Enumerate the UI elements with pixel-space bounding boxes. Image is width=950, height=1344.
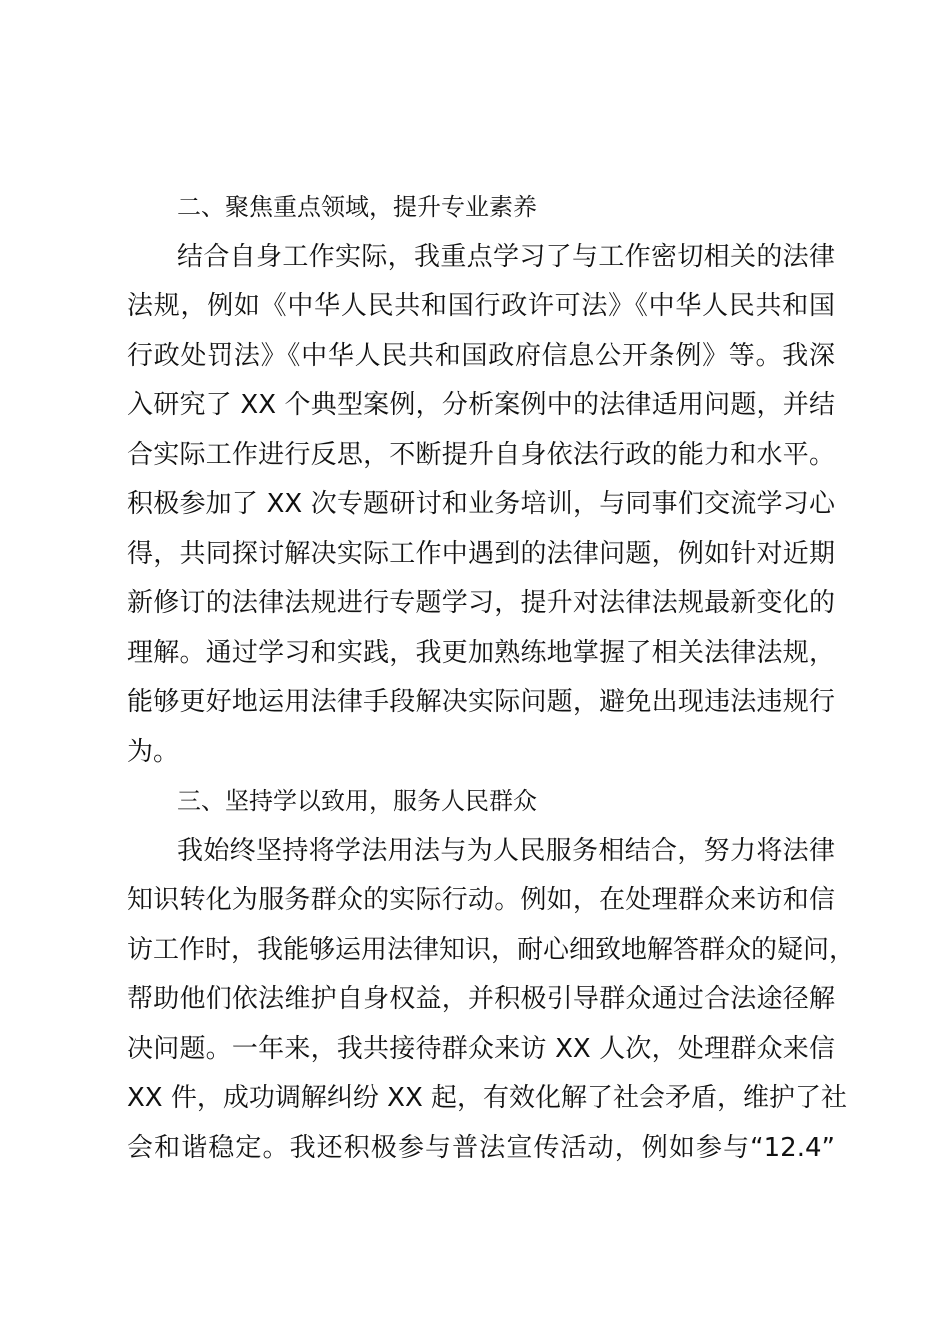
text-line: 能够更好地运用法律手段解决实际问题，避免出现违法违规行 [127, 687, 835, 717]
text-line: 我始终坚持将学法用法与为人民服务相结合，努力将法律 [177, 835, 835, 866]
text-line: 新修订的法律法规进行专题学习，提升对法律法规最新变化的 [127, 588, 835, 618]
paragraph [127, 827, 856, 1174]
paragraph [127, 233, 835, 778]
text-line: 入研究了 XX 个典型案例，分析案例中的法律适用问题，并结 [127, 390, 835, 420]
text-line: 帮助他们依法维护自身权益，并积极引导群众通过合法途径解 [127, 984, 835, 1014]
text-line: 决问题。一年来，我共接待群众来访 XX 人次，处理群众来信 [127, 1033, 835, 1064]
document-body [127, 183, 856, 1173]
text-line: 理解。通过学习和实践，我更加熟练地掌握了相关法律法规， [127, 637, 835, 668]
section-heading: 二、聚焦重点领域，提升专业素养 [177, 193, 537, 221]
text-line: 合实际工作进行反思，不断提升自身依法行政的能力和水平。 [127, 439, 835, 470]
section-heading: 三、坚持学以致用，服务人民群众 [177, 787, 537, 815]
text-line: 结合自身工作实际，我重点学习了与工作密切相关的法律 [177, 241, 835, 272]
text-line: 知识转化为服务群众的实际行动。例如，在处理群众来访和信 [127, 885, 835, 915]
text-line: 行政处罚法》《中华人民共和国政府信息公开条例》等。我深 [127, 340, 835, 371]
text-line: 会和谐稳定。我还积极参与普法宣传活动，例如参与“12.4” [127, 1132, 835, 1163]
text-line: 法规，例如《中华人民共和国行政许可法》《中华人民共和国 [127, 291, 835, 321]
text-line: XX 件，成功调解纠纷 XX 起，有效化解了社会矛盾，维护了社 [127, 1083, 848, 1113]
text-line: 为。 [127, 736, 180, 767]
text-line: 积极参加了 XX 次专题研讨和业务培训，与同事们交流学习心 [127, 489, 835, 519]
text-line: 得，共同探讨解决实际工作中遇到的法律问题，例如针对近期 [127, 538, 835, 569]
text-line: 访工作时，我能够运用法律知识，耐心细致地解答群众的疑问， [127, 934, 856, 965]
